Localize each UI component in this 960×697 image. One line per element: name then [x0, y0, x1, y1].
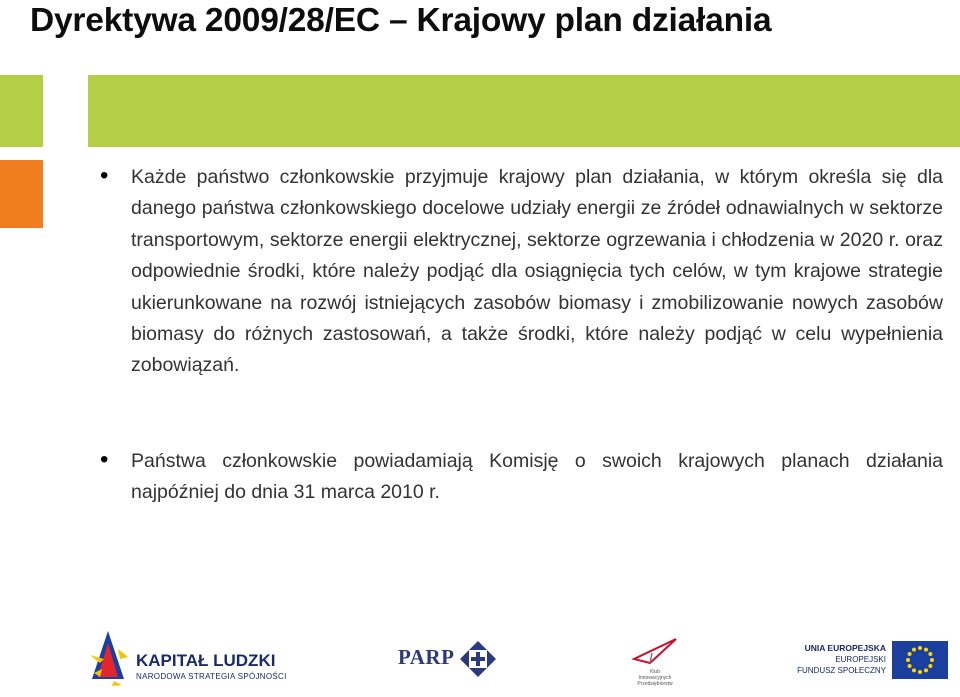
footer-logos — [0, 615, 960, 697]
klub-text — [632, 669, 678, 687]
eu-line1: UNIA EUROPEJSKA — [804, 643, 886, 653]
bullet-text: Państwa członkowskie powiadamiają Komisję o swoich krajowych planach działania najpóźniej do dnia 31 marca 2010 r. — [131, 450, 943, 504]
eu-flag-icon — [892, 641, 948, 679]
eu-line3: FUNDUSZ SPOŁECZNY — [797, 666, 886, 675]
parp-logo — [398, 641, 502, 681]
klub-line3: Przedsiębiorstw — [637, 681, 673, 687]
accent-bar — [88, 75, 960, 147]
paper-plane-icon — [632, 637, 678, 667]
bullet-marker: • — [100, 162, 109, 189]
eu-logo — [788, 639, 948, 683]
accent-side-green — [0, 75, 43, 147]
eu-text — [797, 643, 886, 676]
parp-emblem-icon — [460, 641, 496, 677]
klub-line1: Klub — [649, 669, 660, 675]
kapital-ludzki-subtitle: NARODOWA STRATEGIA SPÓJNOŚCI — [136, 672, 287, 681]
klub-line2: Innowacyjnych — [638, 675, 672, 681]
kapital-ludzki-logo — [88, 629, 287, 687]
bullet-marker: • — [100, 446, 109, 473]
kapital-ludzki-name: KAPITAŁ LUDZKI — [136, 651, 276, 670]
kapital-ludzki-emblem-icon — [88, 629, 130, 687]
klub-logo — [632, 637, 678, 693]
parp-name: PARP — [398, 645, 455, 669]
accent-side-orange — [0, 160, 43, 228]
eu-line2: EUROPEJSKI — [835, 655, 886, 664]
bullet-item — [100, 446, 943, 509]
bullet-text: Każde państwo członkowskie przyjmuje krajowy plan działania, w którym określa się dla danego państwa członkowskiego docelowe udziały energii ze źródeł odnawialnych w sektorze transportowym, sektorze energii elektrycznej, sektorze ogrzewania i chłodzenia w 2020 r. oraz odpowiednie środki, które należy podjąć dla osiągnięcia tych celów, w tym krajowe strategie ukierunkowane na rozwój istniejących zasobów biomasy i zmobilizowanie nowych zasobów biomasy do różnych zastosowań, a także środki, które należy podjąć w celu wypełnienia zobowiązań. — [131, 166, 943, 377]
slide-title: Dyrektywa 2009/28/EC – Krajowy plan działania — [30, 2, 772, 39]
bullet-item — [100, 162, 943, 382]
